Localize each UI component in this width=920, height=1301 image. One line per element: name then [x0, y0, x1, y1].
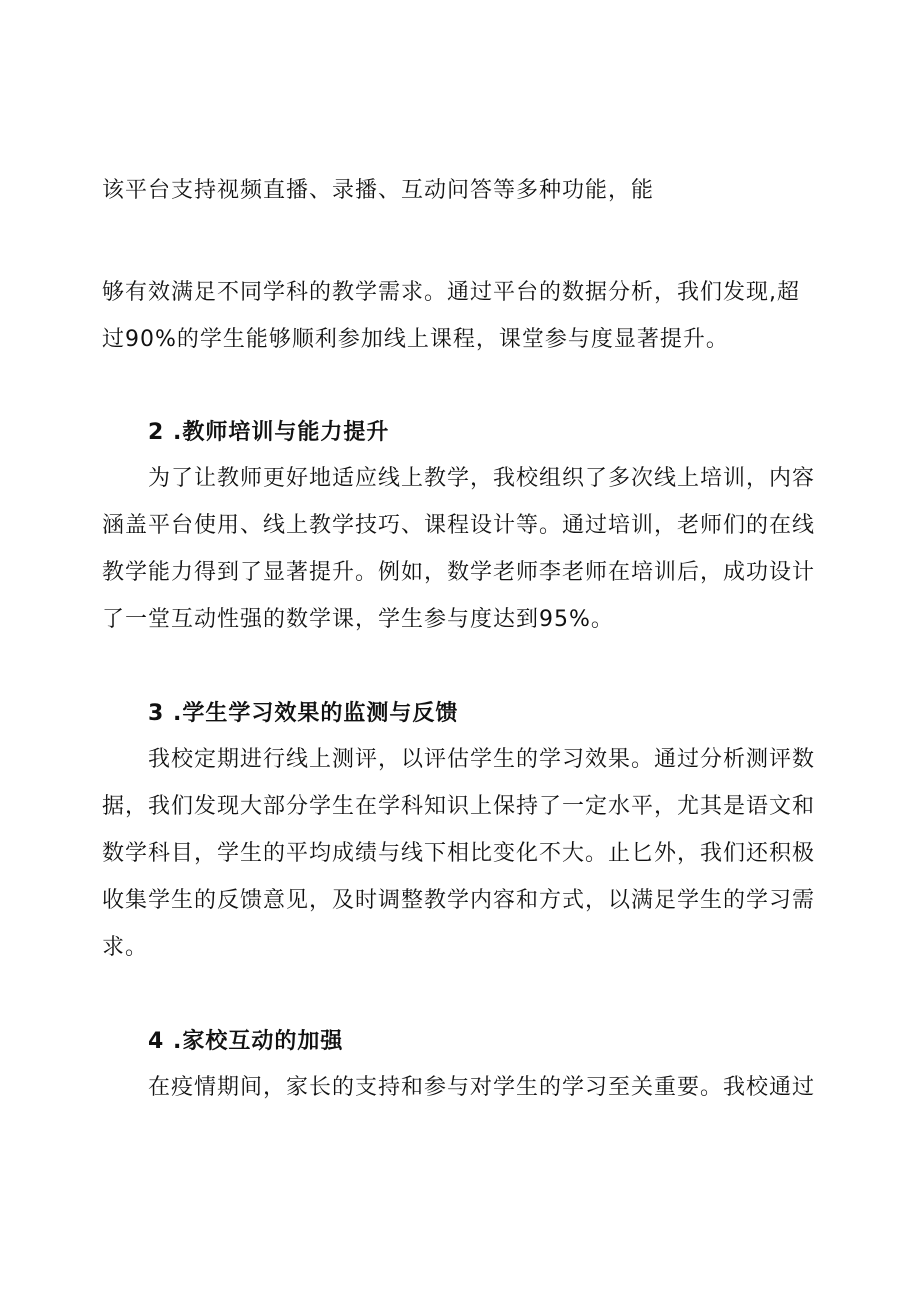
section-2-line-3: 教学能力得到了显著提升。例如，数学老师李老师在培训后，成功设计	[102, 560, 816, 585]
section-2-line-2: 涵盖平台使用、线上教学技巧、课程设计等。通过培训，老师们的在线	[102, 513, 816, 538]
section-3-line-1: 我校定期进行线上测评，以评估学生的学习效果。通过分析测评数	[148, 747, 816, 772]
section-3-line-3: 数学科目，学生的平均成绩与线下相比变化不大。止匕外，我们还积极	[102, 841, 816, 866]
section-2-heading: 2 .教师培训与能力提升	[148, 420, 390, 445]
section-2-line-1: 为了让教师更好地适应线上教学，我校组织了多次线上培训，内容	[148, 466, 816, 491]
section-3-line-4: 收集学生的反馈意见，及时调整教学内容和方式，以满足学生的学习需	[102, 888, 816, 913]
section-3-line-5: 求。	[102, 935, 149, 960]
intro-line-3: 过90%的学生能够顺利参加线上课程，课堂参与度显著提升。	[102, 327, 729, 352]
intro-line-2: 够有效满足不同学科的教学需求。通过平台的数据分析，我们发现,超	[102, 280, 800, 305]
section-4-heading: 4 .家校互动的加强	[148, 1029, 344, 1054]
section-3-heading: 3 .学生学习效果的监测与反馈	[148, 701, 459, 726]
section-4-line-1: 在疫情期间，家长的支持和参与对学生的学习至关重要。我校通过	[148, 1075, 816, 1100]
section-3-line-2: 据，我们发现大部分学生在学科知识上保持了一定水平，尤其是语文和	[102, 794, 816, 819]
section-2-line-4: 了一堂互动性强的数学课，学生参与度达到95%。	[102, 607, 614, 632]
intro-line-1: 该平台支持视频直播、录播、互动问答等多种功能，能	[102, 178, 655, 203]
